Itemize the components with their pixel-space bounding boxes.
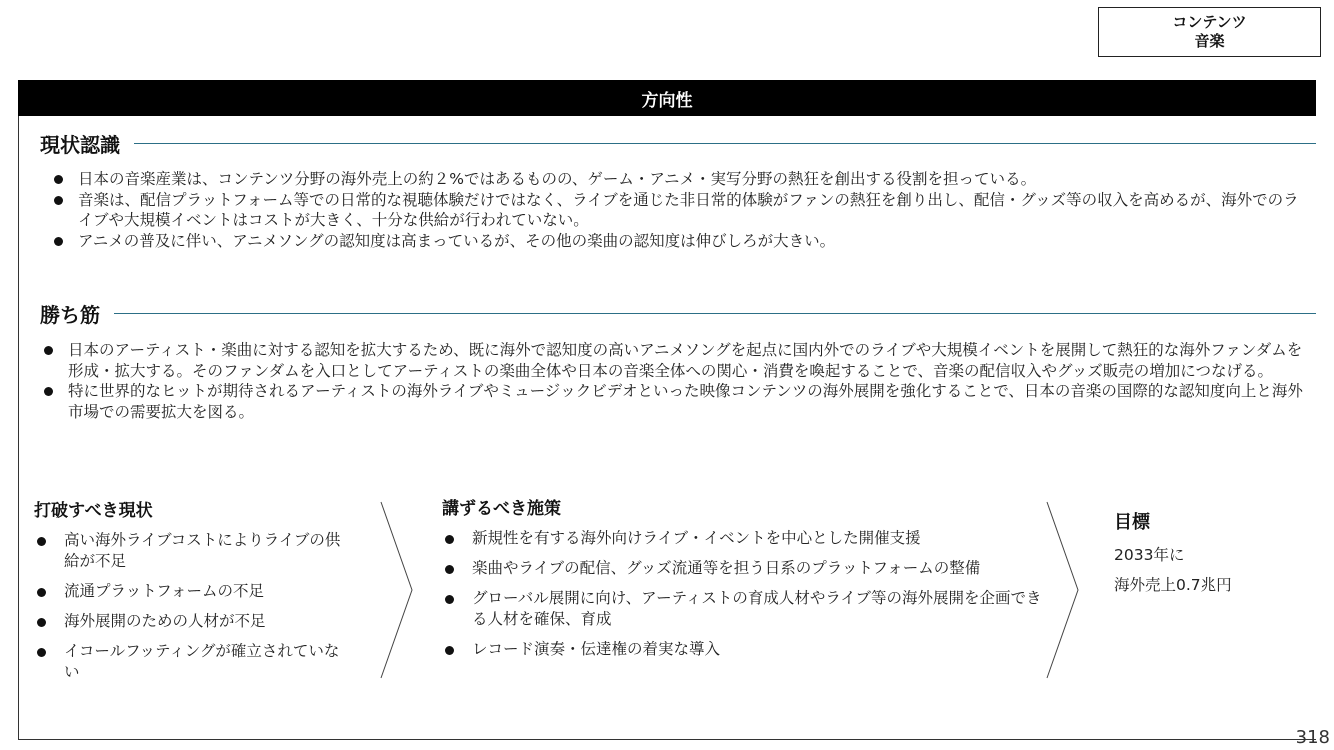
- list-item-text: アニメの普及に伴い、アニメソングの認知度は高まっているが、その他の楽曲の認知度は伸びしろが大きい。: [78, 231, 836, 250]
- list-item-text: 日本のアーティスト・楽曲に対する認知を拡大するため、既に海外で認知度の高いアニメソングを起点に国内外でのライブや大規模イベントを展開して熱狂的な海外ファンダムを形成・拡大する。そのファンダムを入口としてアーティストの楽曲全体や日本の音楽全体への関心・消費を喚起することで、音楽の配信収入やグッズ販売の増加につなげる。: [68, 341, 1303, 380]
- list-item: [34, 611, 344, 632]
- issues-list: [34, 530, 344, 692]
- list-item-text: 高い海外ライブコストによりライブの供給が不足: [64, 531, 341, 570]
- list-item-text: 流通プラットフォームの不足: [64, 582, 264, 600]
- bullet-icon: [37, 618, 46, 627]
- bullet-icon: [445, 595, 454, 604]
- chevron-right-icon: [1044, 500, 1084, 680]
- page-number: 318: [1295, 727, 1330, 748]
- list-item: [48, 169, 1310, 190]
- chevron-right-icon: [378, 500, 418, 680]
- bullet-icon: [37, 588, 46, 597]
- tag-line-1: コンテンツ: [1172, 13, 1247, 31]
- list-item-text: グローバル展開に向け、アーティストの育成人材やライブ等の海外展開を企画できる人材を確保、育成: [472, 589, 1042, 628]
- list-item: [442, 528, 1042, 549]
- bullet-icon: [44, 387, 53, 396]
- bullet-icon: [445, 565, 454, 574]
- content-tag-box: [1098, 7, 1321, 57]
- list-item-text: 新規性を有する海外向けライブ・イベントを中心とした開催支援: [472, 529, 921, 547]
- list-item: [442, 558, 1042, 579]
- goal-year: 2033年に: [1114, 546, 1185, 564]
- goal-target: 海外売上0.7兆円: [1114, 576, 1232, 594]
- list-item-text: レコード演奏・伝達権の着実な導入: [472, 640, 721, 658]
- strategy-section-title: 勝ち筋: [40, 303, 100, 327]
- list-item: [34, 530, 344, 572]
- strategy-list: [38, 340, 1306, 422]
- bullet-icon: [37, 537, 46, 546]
- tag-line-2: 音楽: [1194, 32, 1225, 50]
- strategy-section-heading: [40, 299, 1316, 328]
- list-item-text: 海外展開のための人材が不足: [64, 612, 266, 630]
- list-item-text: 日本の音楽産業は、コンテンツ分野の海外売上の約２%ではあるものの、ゲーム・アニメ・実写分野の熱狂を創出する役割を担っている。: [78, 170, 1037, 188]
- strategy-section-rule: [114, 313, 1316, 314]
- measures-title: 講ずるべき施策: [442, 499, 561, 519]
- current-section-rule: [134, 143, 1316, 144]
- bullet-icon: [37, 648, 46, 657]
- list-item: [34, 641, 344, 683]
- issues-title: 打破すべき現状: [34, 501, 153, 521]
- list-item: [442, 639, 1042, 660]
- header-bar: [18, 80, 1316, 116]
- current-list: [48, 169, 1310, 251]
- bullet-icon: [54, 175, 63, 184]
- list-item: [38, 381, 1306, 422]
- list-item: [38, 340, 1306, 381]
- bullet-icon: [445, 646, 454, 655]
- list-item: [48, 231, 1310, 252]
- list-item: [48, 190, 1310, 231]
- list-item: [442, 588, 1042, 630]
- current-section-heading: [40, 129, 1316, 158]
- goal-title: 目標: [1114, 512, 1150, 533]
- list-item: [34, 581, 344, 602]
- list-item-text: イコールフッティングが確立されていない: [64, 642, 340, 681]
- list-item-text: 特に世界的なヒットが期待されるアーティストの海外ライブやミュージックビデオといった映像コンテンツの海外展開を強化することで、日本の音楽の国際的な認知度向上と海外市場での需要拡大を図る。: [68, 382, 1303, 421]
- bullet-icon: [44, 346, 53, 355]
- measures-list: [442, 528, 1042, 669]
- bullet-icon: [54, 237, 63, 246]
- bullet-icon: [54, 196, 63, 205]
- list-item-text: 音楽は、配信プラットフォーム等での日常的な視聴体験だけではなく、ライブを通じた非日常的体験がファンの熱狂を創り出し、配信・グッズ等の収入を高めるが、海外でのライブや大規模イベントはコストが大きく、十分な供給が行われていない。: [78, 190, 1299, 229]
- list-item-text: 楽曲やライブの配信、グッズ流通等を担う日系のプラットフォームの整備: [472, 559, 981, 577]
- bullet-icon: [445, 535, 454, 544]
- header-title: 方向性: [641, 90, 693, 111]
- current-section-title: 現状認識: [40, 133, 120, 157]
